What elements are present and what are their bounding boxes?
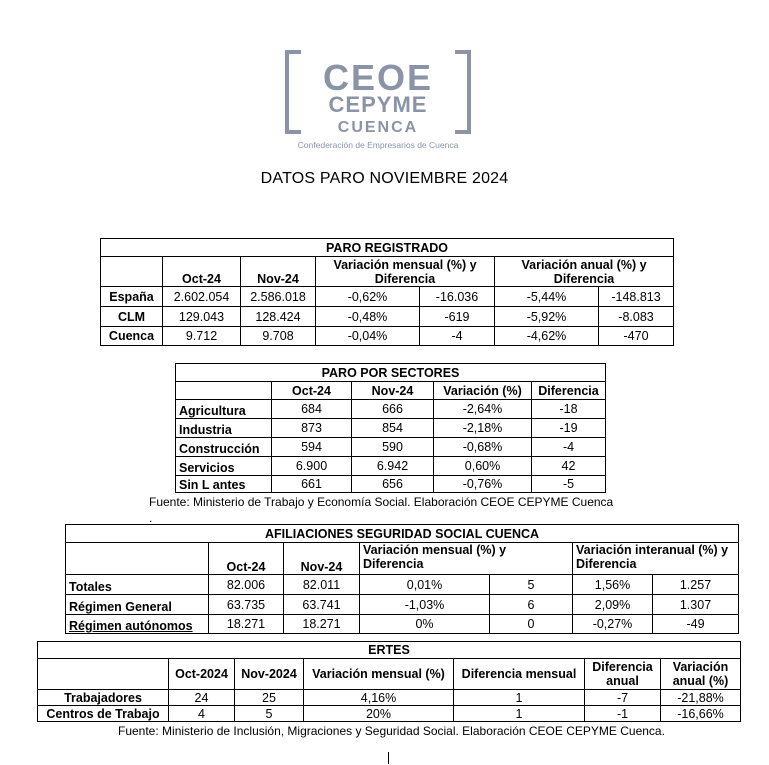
- sectores-row: [176, 400, 606, 419]
- afiliaciones-header-var-interanual: Variación interanual (%) y Diferencia: [573, 543, 739, 575]
- cell: 1.257: [653, 575, 739, 595]
- cell: -8.083: [599, 307, 674, 327]
- cell: 24: [169, 690, 235, 706]
- ertes-row: [38, 706, 741, 722]
- cell: 661: [272, 476, 352, 493]
- sectores-header-oct: Oct-24: [272, 382, 352, 400]
- sectores-row: [176, 457, 606, 476]
- row-label: España: [101, 287, 163, 307]
- cell: -1: [585, 706, 661, 722]
- source-note-inclusion: Fuente: Ministerio de Inclusión, Migraciones y Seguridad Social. Elaboración CEOE CEPYME Cuenca.: [118, 724, 665, 738]
- cell: -1,03%: [360, 595, 490, 615]
- ertes-header-var-anual: Variación anual (%): [661, 659, 741, 690]
- ertes-header-var-mensual: Variación mensual (%): [304, 659, 454, 690]
- cell: 5: [235, 706, 304, 722]
- cell: -148.813: [599, 287, 674, 307]
- cell: 18.271: [209, 615, 284, 634]
- cell: 590: [352, 438, 434, 457]
- cell: 0,60%: [434, 457, 532, 476]
- cell: -2,18%: [434, 419, 532, 438]
- cell: 25: [235, 690, 304, 706]
- cell: -7: [585, 690, 661, 706]
- cell: -18: [532, 400, 606, 419]
- text-cursor: [388, 752, 389, 764]
- row-label: CLM: [101, 307, 163, 327]
- ertes-title: ERTES: [38, 642, 741, 659]
- cell: 1.307: [653, 595, 739, 615]
- cell: 854: [352, 419, 434, 438]
- row-label: Servicios: [176, 457, 272, 476]
- cell: 1,56%: [573, 575, 653, 595]
- cell: 63.735: [209, 595, 284, 615]
- cell: 129.043: [163, 307, 241, 327]
- cell: 2.586.018: [241, 287, 316, 307]
- afiliaciones-header-blank: [66, 543, 209, 575]
- stray-dot: .: [149, 511, 153, 525]
- cell: -0,04%: [316, 327, 420, 346]
- cell: -0,62%: [316, 287, 420, 307]
- cell: 594: [272, 438, 352, 457]
- ertes-row: [38, 690, 741, 706]
- paro-row-espana: [101, 287, 674, 307]
- cell: -4,62%: [495, 327, 599, 346]
- paro-header-var-anual: Variación anual (%) y Diferencia: [495, 257, 674, 287]
- row-label: [66, 615, 209, 634]
- cell: 4: [169, 706, 235, 722]
- afiliaciones-header-nov: Nov-24: [284, 543, 360, 575]
- svg-text:CEOE: CEOE: [322, 57, 434, 98]
- paro-header-var-mensual: Variación mensual (%) y Diferencia: [316, 257, 495, 287]
- ertes-header-oct: Oct-2024: [169, 659, 235, 690]
- cell: -0,48%: [316, 307, 420, 327]
- cell: 18.271: [284, 615, 360, 634]
- cell: 4,16%: [304, 690, 454, 706]
- ceoe-cepyme-logo: [283, 48, 473, 152]
- cell: -4: [420, 327, 495, 346]
- cell: 0,01%: [360, 575, 490, 595]
- paro-registrado-table: [100, 238, 674, 346]
- cell: -2,64%: [434, 400, 532, 419]
- svg-text:CUENCA: CUENCA: [337, 119, 419, 136]
- cell: -5,44%: [495, 287, 599, 307]
- cell: -19: [532, 419, 606, 438]
- cell: -0,27%: [573, 615, 653, 634]
- row-label: Sin L antes: [176, 476, 272, 493]
- cell: -470: [599, 327, 674, 346]
- afiliaciones-header-oct: Oct-24: [209, 543, 284, 575]
- paro-header-nov: Nov-24: [241, 257, 316, 287]
- cell: -49: [653, 615, 739, 634]
- source-note-trabajo: Fuente: Ministerio de Trabajo y Economía Social. Elaboración CEOE CEPYME Cuenca: [149, 495, 614, 509]
- cell: 1: [454, 690, 585, 706]
- ertes-header-blank: [38, 659, 169, 690]
- document-title: DATOS PARO NOVIEMBRE 2024: [260, 170, 509, 187]
- row-label: Régimen General: [66, 595, 209, 615]
- cell: 2.602.054: [163, 287, 241, 307]
- cell: 9.708: [241, 327, 316, 346]
- afiliaciones-header-var-mensual: Variación mensual (%) y Diferencia: [360, 543, 573, 575]
- cell: 42: [532, 457, 606, 476]
- sectores-header-nov: Nov-24: [352, 382, 434, 400]
- paro-row-clm: [101, 307, 674, 327]
- cell: 684: [272, 400, 352, 419]
- cell: 656: [352, 476, 434, 493]
- cell: -619: [420, 307, 495, 327]
- afiliaciones-row: [66, 595, 739, 615]
- row-label: Agricultura: [176, 400, 272, 419]
- ertes-header-nov: Nov-2024: [235, 659, 304, 690]
- cell: -21,88%: [661, 690, 741, 706]
- cell: -5: [532, 476, 606, 493]
- svg-text:Confederación de Empresarios d: Confederación de Empresarios de Cuenca: [297, 140, 459, 150]
- paro-sectores-table: [175, 363, 606, 493]
- cell: 1: [454, 706, 585, 722]
- ertes-header-dif-mensual: Diferencia mensual: [454, 659, 585, 690]
- cell: 0: [490, 615, 573, 634]
- sectores-header-variacion: Variación (%): [434, 382, 532, 400]
- paro-header-blank: [101, 257, 163, 287]
- cell: 5: [490, 575, 573, 595]
- row-label: Trabajadores: [38, 690, 169, 706]
- cell: -16,66%: [661, 706, 741, 722]
- cell: 82.011: [284, 575, 360, 595]
- cell: 666: [352, 400, 434, 419]
- row-label: Cuenca: [101, 327, 163, 346]
- sectores-header-diferencia: Diferencia: [532, 382, 606, 400]
- row-label: Industria: [176, 419, 272, 438]
- afiliaciones-row: [66, 615, 739, 634]
- row-label: Totales: [66, 575, 209, 595]
- paro-title: PARO REGISTRADO: [101, 239, 674, 257]
- afiliaciones-row: [66, 575, 739, 595]
- sectores-row: [176, 476, 606, 493]
- cell: -4: [532, 438, 606, 457]
- cell: -0,68%: [434, 438, 532, 457]
- cell: 6.900: [272, 457, 352, 476]
- ertes-table: [37, 641, 741, 722]
- afiliaciones-table: [65, 524, 739, 634]
- row-label: Construcción: [176, 438, 272, 457]
- paro-header-oct: Oct-24: [163, 257, 241, 287]
- cell: 9.712: [163, 327, 241, 346]
- cell: 82.006: [209, 575, 284, 595]
- cell: 2,09%: [573, 595, 653, 615]
- cell: 20%: [304, 706, 454, 722]
- row-label: Centros de Trabajo: [38, 706, 169, 722]
- sectores-header-blank: [176, 382, 272, 400]
- sectores-row: [176, 438, 606, 457]
- cell: -0,76%: [434, 476, 532, 493]
- cell: 0%: [360, 615, 490, 634]
- cell: -16.036: [420, 287, 495, 307]
- cell: 128.424: [241, 307, 316, 327]
- sectores-row: [176, 419, 606, 438]
- ertes-header-dif-anual: Diferencia anual: [585, 659, 661, 690]
- cell: 6: [490, 595, 573, 615]
- afiliaciones-title: AFILIACIONES SEGURIDAD SOCIAL CUENCA: [66, 525, 739, 543]
- cell: 63.741: [284, 595, 360, 615]
- sectores-title: PARO POR SECTORES: [176, 364, 606, 382]
- regimen-autonomos-link[interactable]: Régimen autónomos: [69, 619, 193, 633]
- cell: -5,92%: [495, 307, 599, 327]
- paro-row-cuenca: [101, 327, 674, 346]
- cell: 6.942: [352, 457, 434, 476]
- cell: 873: [272, 419, 352, 438]
- svg-text:CEPYME: CEPYME: [328, 92, 428, 117]
